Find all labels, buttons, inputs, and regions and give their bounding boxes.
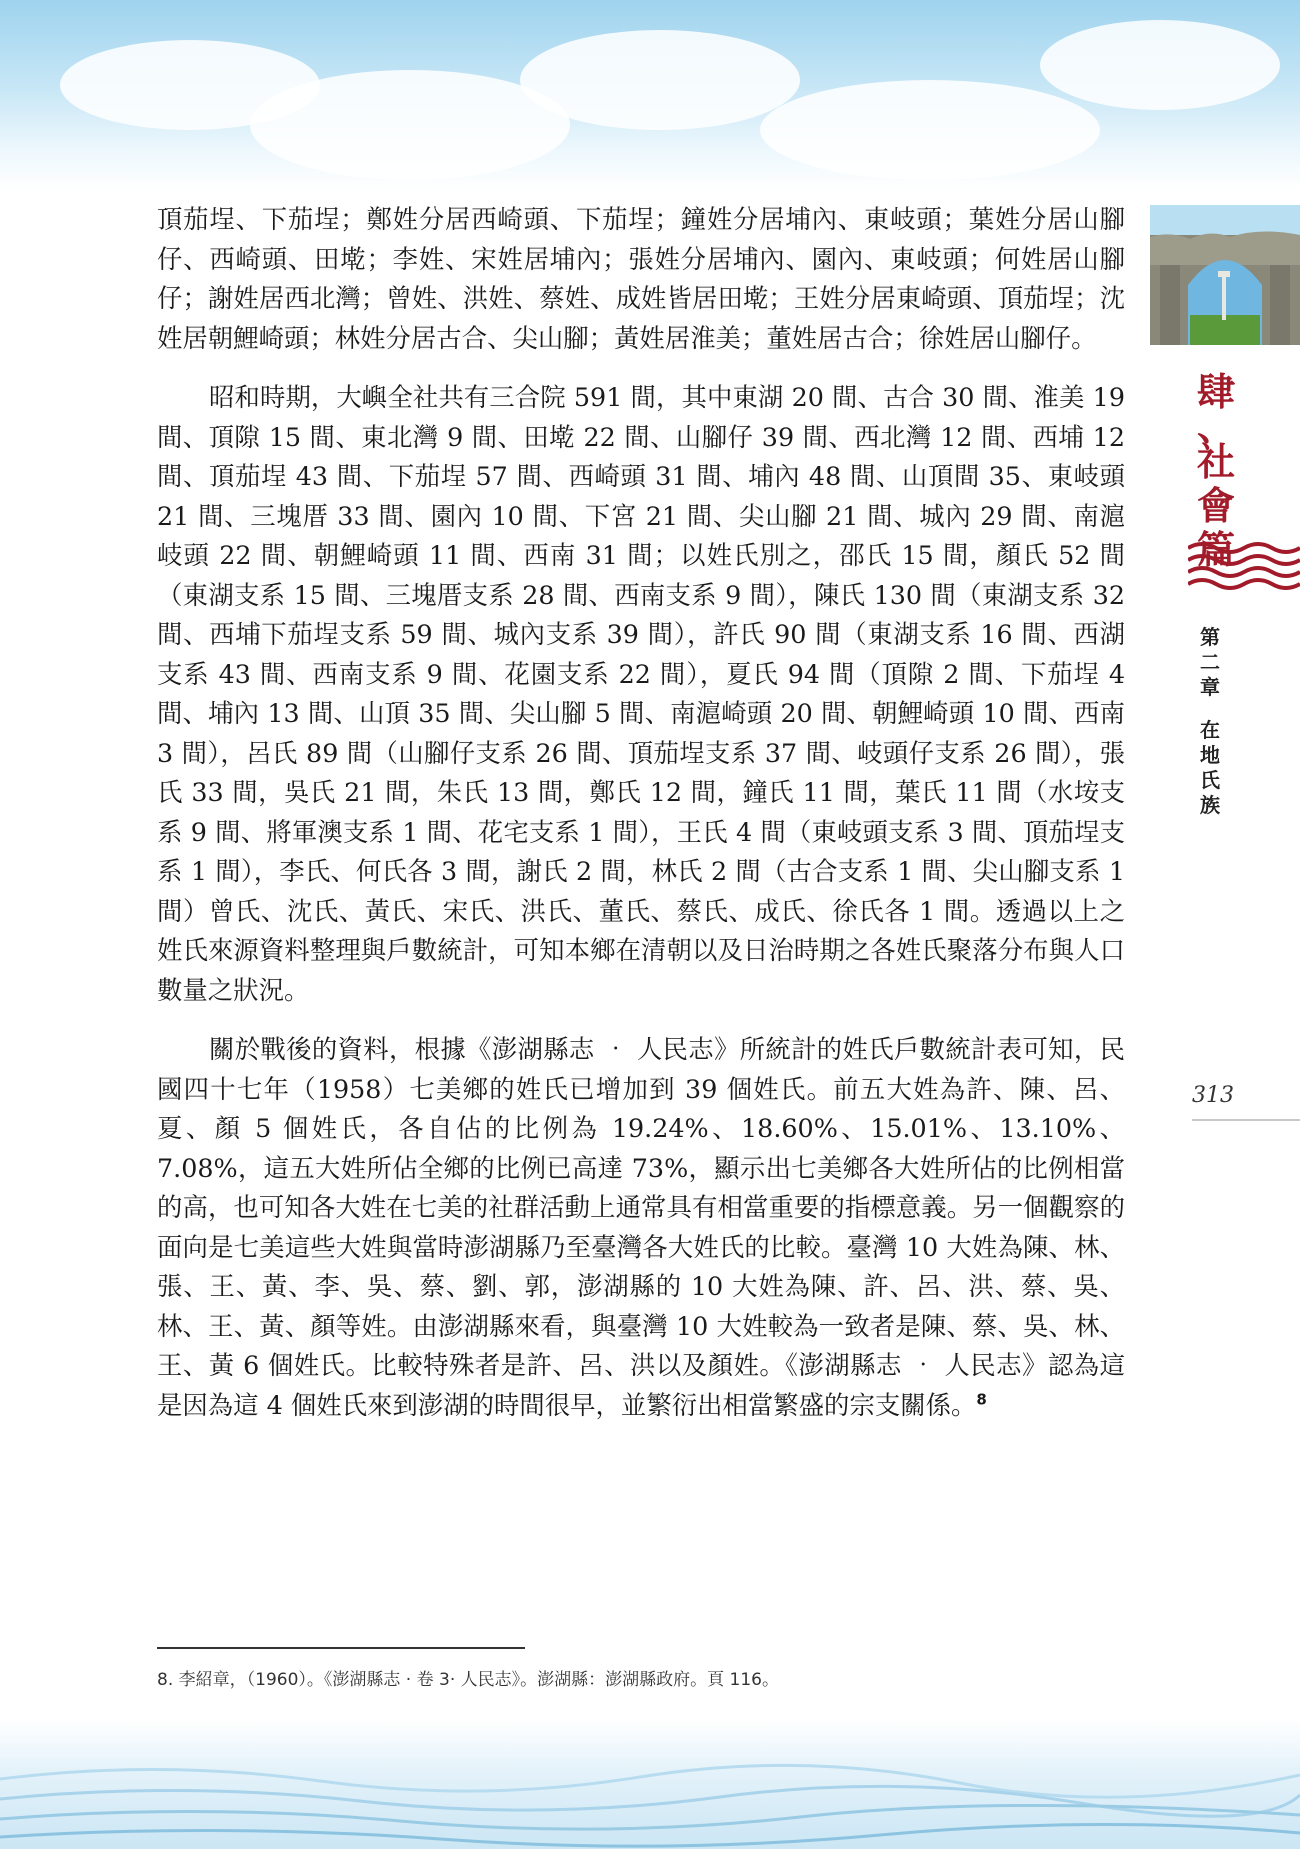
- main-body-text: [157, 200, 1125, 1445]
- paragraph-1: 頂茄埕、下茄埕；鄭姓分居西崎頭、下茄埕；鐘姓分居埔內、東岐頭；葉姓分居山腳仔、西崎頭、田墘；李姓、宋姓居埔內；張姓分居埔內、園內、東岐頭；何姓居山腳仔；謝姓居西北灣；曾姓、洪姓、蔡姓、成姓皆居田墘；王姓分居東崎頭、頂茄埕；沈姓居朝鯉崎頭；林姓分居古合、尖山腳；黃姓居淮美；董姓居古合；徐姓居山腳仔。: [157, 204, 1125, 353]
- chapter-title-char: 氏: [1200, 768, 1220, 792]
- section-title-char: 篇: [1196, 527, 1235, 572]
- section-title-char: 社: [1196, 439, 1235, 484]
- footnote-marker[interactable]: 8: [976, 1390, 987, 1409]
- stone-gate-photo: [1150, 205, 1300, 345]
- sea-footer-banner: [0, 1719, 1300, 1849]
- chapter-char: 第: [1200, 625, 1220, 649]
- paragraph-2: 昭和時期，大嶼全社共有三合院 591 間，其中東湖 20 間、古合 30 間、淮美 19 間、頂隙 15 間、東北灣 9 間、田墘 22 間、山腳仔 39 間、西北灣 12 間、西埔 12 間、頂茄埕 43 間、下茄埕 57 間、西崎頭 31 間、埔內 48 間、山頂間 35、東岐頭 21 間、三塊厝 33 間、園內 10 間、下宮 21 間、尖山腳 21 間、城內 29 間、南滬岐頭 22 間、朝鯉崎頭 11 間、西南 31 間；以姓氏別之，邵氏 15 間，顏氏 52 間（東湖支系 15 間、三塊厝支系 28 間、西南支系 9 間），陳氏 130 間（東湖支系 32 間、西埔下茄埕支系 59 間、城內支系 39 間），許氏 90 間（東湖支系 16 間、西湖支系 43 間、西南支系 9 間、花園支系 22 間），夏氏 94 間（頂隙 2 間、下茄埕 4 間、埔內 13 間、山頂 35 間、尖山腳 5 間、南滬崎頭 20 間、朝鯉崎頭 10 間、西南 3 間），呂氏 89 間（山腳仔支系 26 間、頂茄埕支系 37 間、岐頭仔支系 26 間），張氏 33 間，吳氏 21 間，朱氏 13 間，鄭氏 12 間，鐘氏 11 間，葉氏 11 間（水垵支系 9 間、將軍澳支系 1 間、花宅支系 1 間），王氏 4 間（東岐頭支系 3 間、頂茄埕支系 1 間），李氏、何氏各 3 間，謝氏 2 間，林氏 2 間（古合支系 1 間、尖山腳支系 1 間）曾氏、沈氏、黃氏、宋氏、洪氏、董氏、蔡氏、成氏、徐氏各 1 間。透過以上之姓氏來源資料整理與戶數統計，可知本鄉在清朝以及日治時期之各姓氏聚落分布與人口數量之狀況。: [157, 382, 1125, 1005]
- page-number: 313: [1192, 1083, 1234, 1108]
- chapter-char: 章: [1200, 675, 1220, 699]
- paragraph-3: [157, 1030, 1125, 1425]
- section-title-char: 、: [1196, 404, 1235, 449]
- wave-ornament: [1188, 540, 1300, 590]
- chapter-char: 二: [1200, 650, 1220, 674]
- section-title-char: 肆: [1196, 369, 1235, 414]
- paragraph-3-text: 關於戰後的資料，根據《澎湖縣志 ‧ 人民志》所統計的姓氏戶數統計表可知，民國四十七年（1958）七美鄉的姓氏已增加到 39 個姓氏。前五大姓為許、陳、呂、夏、顏 5 個姓氏，各自佔的比例為 19.24%、18.60%、15.01%、13.10%、7.08%，這五大姓所佔全鄉的比例已高達 73%，顯示出七美鄉各大姓所佔的比例相當的高，也可知各大姓在七美的社群活動上通常具有相當重要的指標意義。另一個觀察的面向是七美這些大姓與當時澎湖縣乃至臺灣各大姓氏的比較。臺灣 10 大姓為陳、林、張、王、黃、李、吳、蔡、劉、郭，澎湖縣的 10 大姓為陳、許、呂、洪、蔡、吳、林、王、黃、顏等姓。由澎湖縣來看，與臺灣 10 大姓較為一致者是陳、蔡、吳、林、王、黃 6 個姓氏。比較特殊者是許、呂、洪以及顏姓。《澎湖縣志 ‧ 人民志》認為這是因為這 4 個姓氏來到澎湖的時間很早，並繁衍出相當繁盛的宗支關係。: [157, 1034, 1125, 1420]
- chapter-label-vertical: [1196, 625, 1224, 818]
- footnote-text: 8. 李紹章，（1960）。《澎湖縣志 ‧ 卷 3‧ 人民志》。澎湖縣：澎湖縣政府。頁 116。: [157, 1670, 779, 1690]
- chapter-title-char: 在: [1200, 718, 1220, 742]
- section-title-char: 會: [1196, 483, 1235, 528]
- page-number-rule: [1192, 1119, 1300, 1121]
- sky-header-banner: [0, 0, 1300, 190]
- chapter-title-char: 地: [1200, 743, 1220, 767]
- footnote-divider: [157, 1647, 525, 1649]
- chapter-title-char: 族: [1200, 793, 1220, 817]
